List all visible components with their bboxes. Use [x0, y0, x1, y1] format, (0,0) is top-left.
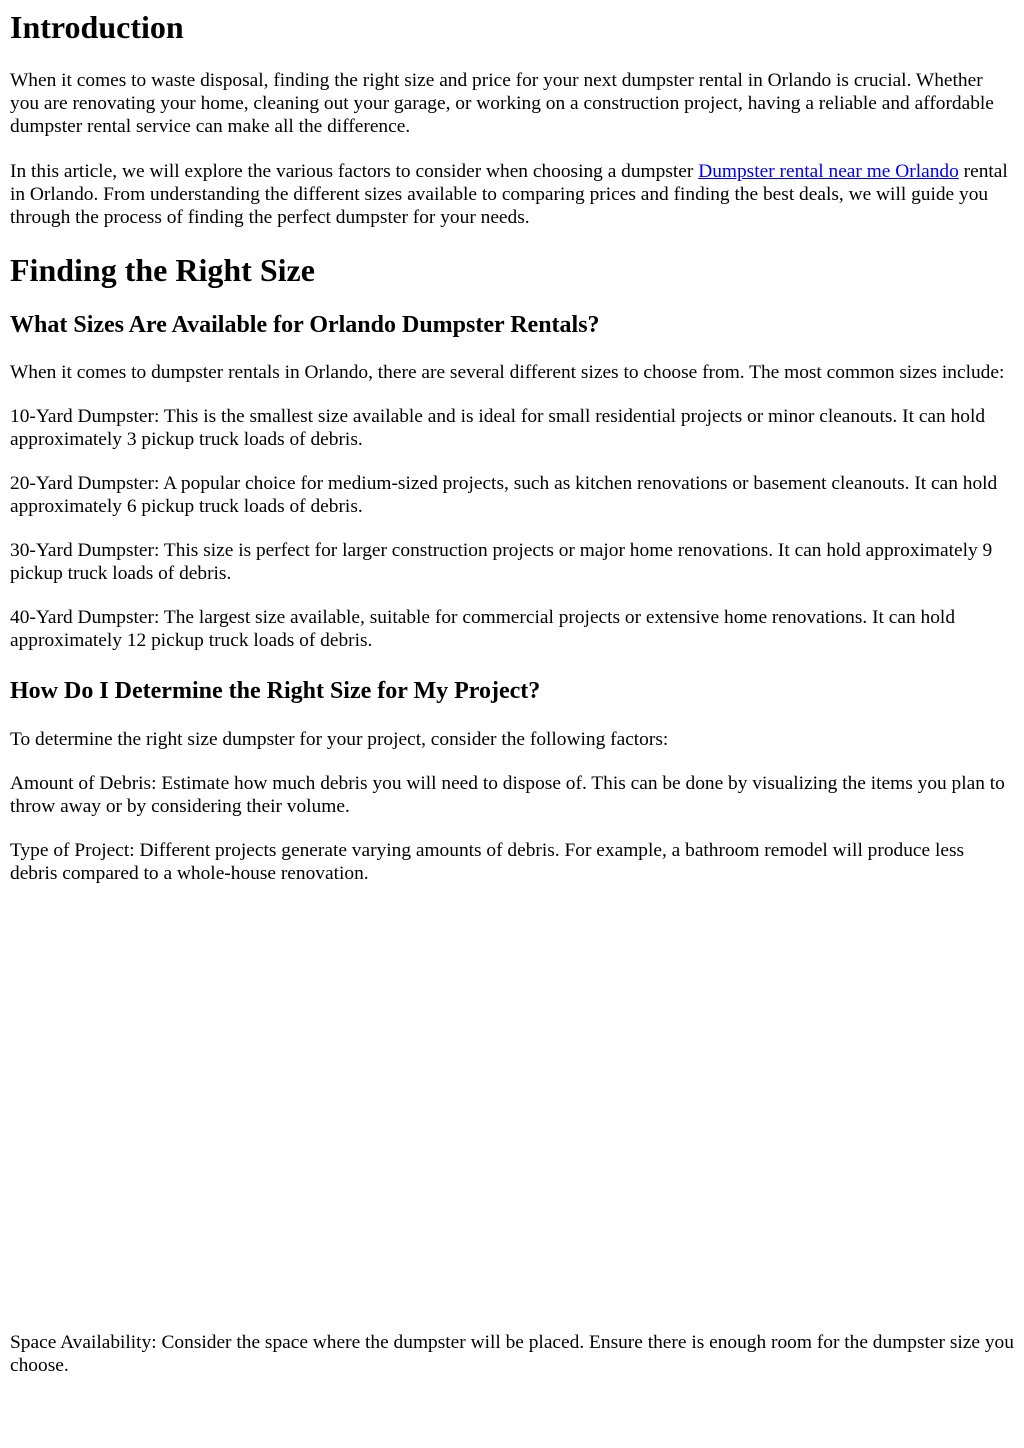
intro-paragraph-1: When it comes to waste disposal, finding the right size and price for your next dumpster rental in Orlando is crucial. Whether you are renovating your home, cleaning out your garage, or working on a construction project, having a reliable and affordable dumpster rental service can make all the difference. [10, 70, 994, 137]
factor-debris-paragraph: Amount of Debris: Estimate how much debris you will need to dispose of. This can be done by visualizing the items you plan to throw away or by considering their volume. [10, 773, 1005, 817]
intro-paragraph-2-end: rental in Orlando. From understanding the different sizes available to comparing prices and finding the best deals, we will guide you through the process of finding the perfect dumpster for your needs. [10, 161, 1008, 228]
determine-size-heading: How Do I Determine the Right Size for My Project? [10, 678, 541, 704]
dumpster-rental-link[interactable]: Dumpster rental near me Orlando [698, 161, 959, 182]
size-20-yard-paragraph: 20-Yard Dumpster: A popular choice for medium-sized projects, such as kitchen renovations or basement cleanouts. It can hold approximately 6 pickup truck loads of debris. [10, 473, 998, 517]
finding-size-heading: Finding the Right Size [10, 252, 315, 288]
determine-intro-paragraph: To determine the right size dumpster for your project, consider the following factors: [10, 729, 669, 750]
article [10, 0, 1014, 1377]
introduction-heading: Introduction [10, 9, 184, 45]
factor-project-type-paragraph: Type of Project: Different projects generate varying amounts of debris. For example, a bathroom remodel will produce less debris compared to a whole-house renovation. [10, 840, 965, 884]
intro-paragraph-2-start: In this article, we will explore the various factors to consider when choosing a dumpster [10, 161, 699, 182]
size-10-yard-paragraph: 10-Yard Dumpster: This is the smallest size available and is ideal for small residential projects or minor cleanouts. It can hold approximately 3 pickup truck loads of debris. [10, 406, 986, 450]
sizes-available-heading: What Sizes Are Available for Orlando Dumpster Rentals? [10, 312, 600, 338]
factor-space-paragraph: Space Availability: Consider the space where the dumpster will be placed. Ensure there is enough room for the dumpster size you choose. [10, 1332, 1014, 1376]
size-40-yard-paragraph: 40-Yard Dumpster: The largest size available, suitable for commercial projects or extensive home renovations. It can hold approximately 12 pickup truck loads of debris. [10, 607, 956, 651]
intro-paragraph-2 [10, 160, 1014, 229]
sizes-intro-paragraph: When it comes to dumpster rentals in Orlando, there are several different sizes to choose from. The most common sizes include: [10, 362, 1005, 383]
size-30-yard-paragraph: 30-Yard Dumpster: This size is perfect for larger construction projects or major home renovations. It can hold approximately 9 pickup truck loads of debris. [10, 540, 993, 584]
